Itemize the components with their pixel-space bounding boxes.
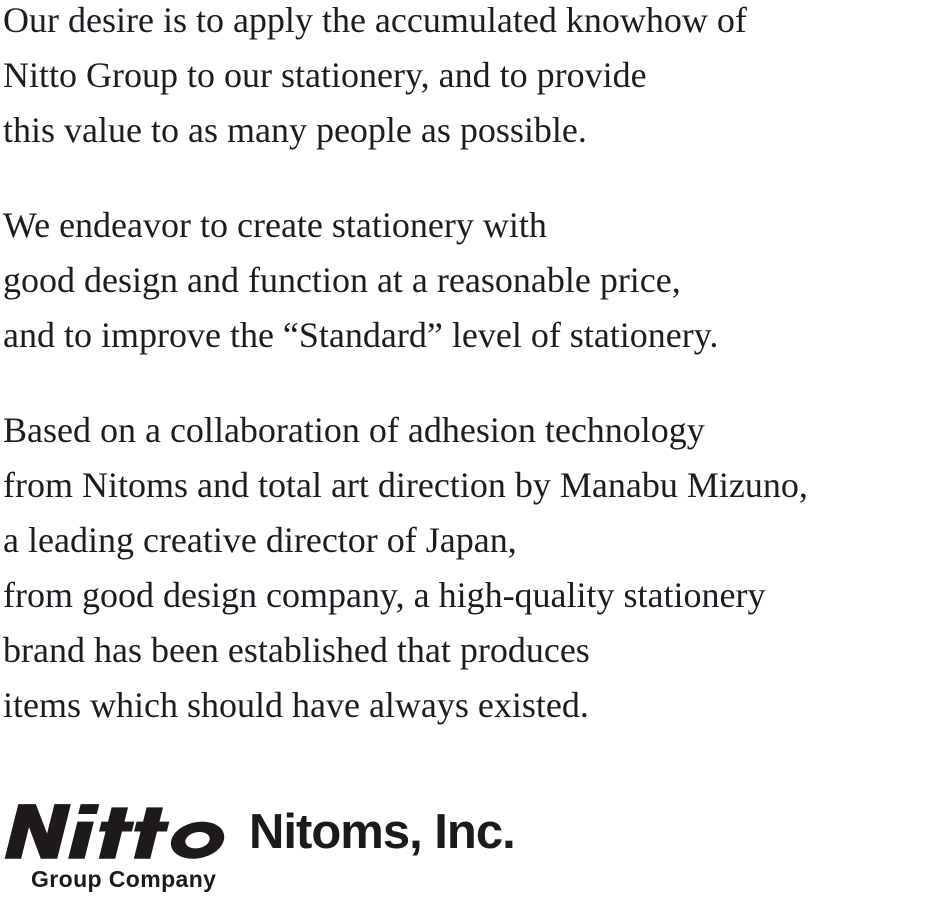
paragraph-collaboration [3,403,940,733]
paragraph-line: We endeavor to create stationery with [3,205,547,245]
paragraph-knowhow [3,0,940,158]
paragraph-line: good design and function at a reasonable price, [3,260,681,300]
paragraph-line: from good design company, a high-quality stationery [3,575,766,615]
paragraph-line: Based on a collaboration of adhesion technology [3,410,705,450]
brand-logos [3,803,940,902]
paragraph-line: and to improve the “Standard” level of stationery. [3,315,719,355]
paragraph-line: Nitto Group to our stationery, and to provide [3,55,647,95]
paragraph-line: from Nitoms and total art direction by Manabu Mizuno, [3,465,808,505]
brand-statement [3,0,940,733]
paragraph-line: a leading creative director of Japan, [3,520,517,560]
paragraph-line: this value to as many people as possible. [3,110,587,150]
paragraph-line: Our desire is to apply the accumulated knowhow of [3,0,747,40]
nitto-group-company-label: Group Company [31,866,217,892]
nitto-wordmark-icon [3,803,235,861]
paragraph-line: items which should have always existed. [3,685,589,725]
paragraph-line: brand has been established that produces [3,630,590,670]
nitto-group-logo [3,803,235,893]
nitoms-inc-logo: Nitoms, Inc. [249,805,515,859]
paragraph-endeavor [3,198,940,363]
